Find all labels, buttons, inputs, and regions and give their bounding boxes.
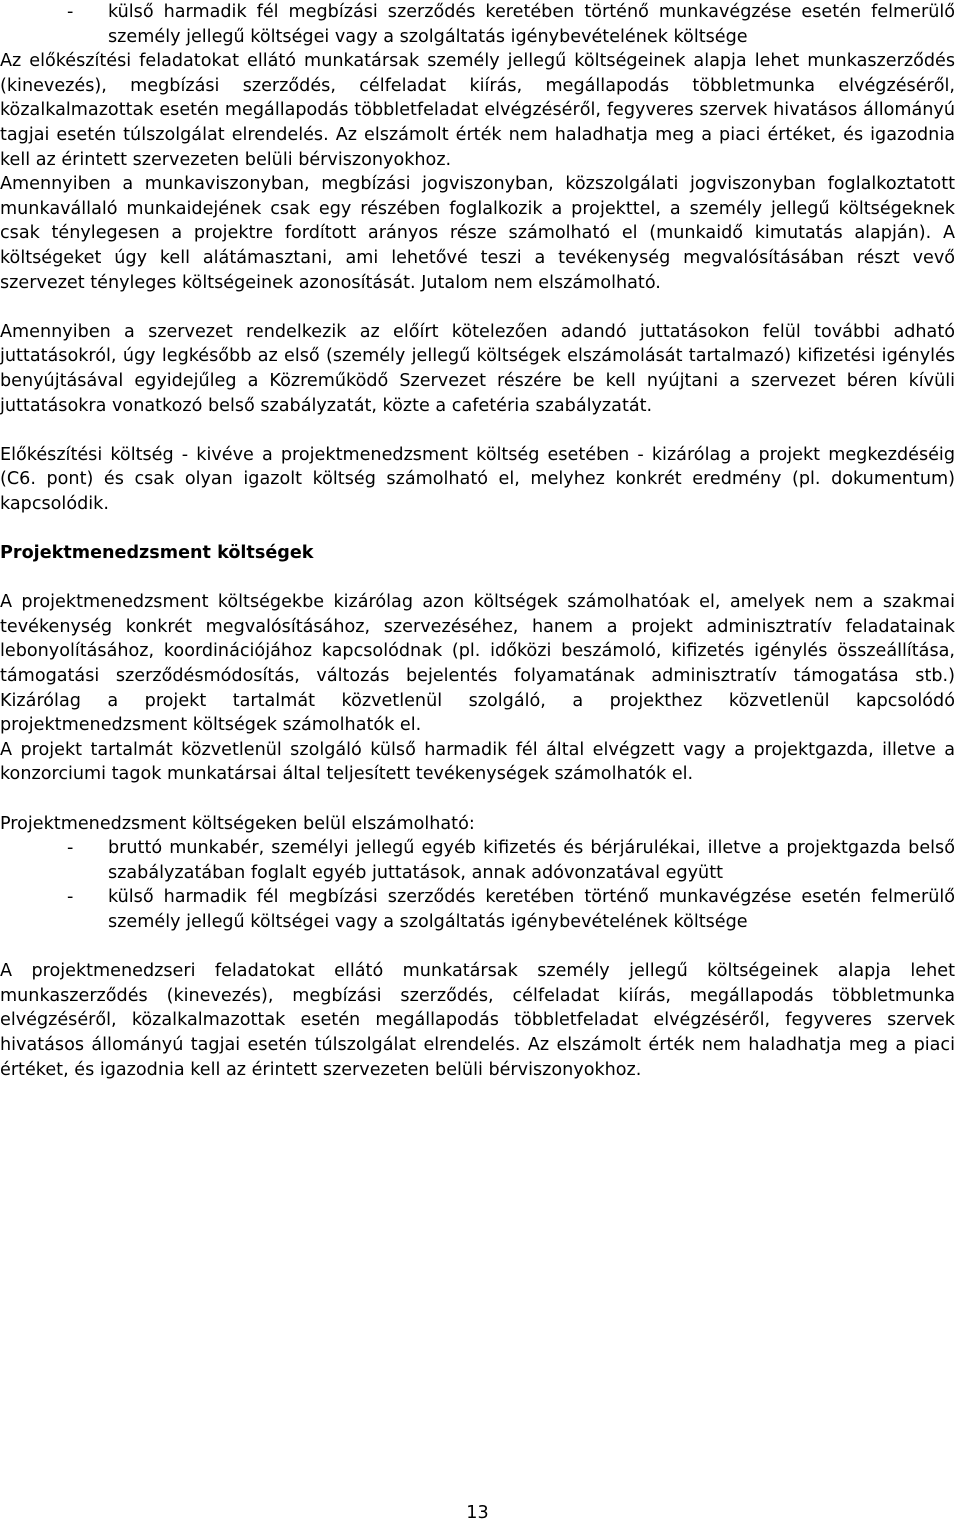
section-heading: Projektmenedzsment költségek (0, 543, 314, 564)
paragraph-part-time-costs: Amennyiben a munkaviszonyban, megbízási jogviszonyban, közszolgálati jogviszonyban foglalkoztatott munkavállaló munkaidejének csak egy részében foglalkozik a projekttel, a személy jellegű költségeknek csak ténylegesen a projektre fordított arányos része számolható el (munkaidő kimutatás alapján). A költségeket úgy kell alátámasztani, ami lehetővé teszi a tevékenység megvalósításában részt vevő szervezet tényleges költségeinek azonosítását. Jutalom nem elszámolható. (0, 174, 955, 293)
list-item (0, 836, 955, 885)
list-item-text: bruttó munkabér, személyi jellegű egyéb kifizetés és bérjárulékai, illetve a projektgazda belső szabályzatában foglalt egyéb juttatások, annak adóvonzatával együtt (108, 838, 955, 883)
spacer (0, 295, 955, 320)
paragraph-pm-staff: A projektmenedzseri feladatokat ellátó munkatársak személy jellegű költségeinek alapja lehet munkaszerződés (kinevezés), megbízási szerződés, célfeladat kiírás, megállapodás többletmunka elvégzéséről, közalkalmazottak esetén megállapodás többletfeladat elvégzéséről, fegyveres szervek hivatásos állományú tagjai esetén túlszolgálat elrendelés. Az elszámolt érték nem haladhatja meg a piaci értéket, és igazodnia kell az érintett szervezeten belüli bérviszonyokhoz. (0, 961, 955, 1080)
bullet-dash: - (67, 887, 74, 908)
list-item-text: külső harmadik fél megbízási szerződés keretében történő munkavégzése esetén felmerülő személy jellegű költségei vagy a szolgáltatás igénybevételének költsége (108, 2, 955, 47)
list-item-top (0, 0, 955, 49)
list-item-text: külső harmadik fél megbízási szerződés keretében történő munkavégzése esetén felmerülő személy jellegű költségei vagy a szolgáltatás igénybevételének költsége (108, 887, 955, 932)
paragraph-pm-costs: A projektmenedzsment költségekbe kizárólag azon költségek számolhatóak el, amelyek nem a szakmai tevékenység konkrét megvalósításához, szervezéséhez, hanem a projekt adminisztratív feladatainak lebonyolításához, koordinációjához kapcsolódnak (pl. időközi beszámoló, kifizetés igénylés összeállítása, támogatási szerződésmódosítás, változás bejelentés folyamatának adminisztratív támogatása stb.) Kizárólag a projekt tartalmát közvetlenül szolgáló, a projekthez közvetlenül kapcsolódó projektmenedzsment költségek számolhatók el. (0, 592, 955, 736)
list-item (0, 885, 955, 934)
spacer (0, 566, 955, 591)
paragraph-preparation-staff: Az előkészítési feladatokat ellátó munkatársak személy jellegű költségeinek alapja lehet munkaszerződés (kinevezés), megbízási szerződés, célfeladat kiírás, megállapodás többletmunka elvégzéséről, közalkalmazottak esetén megállapodás többletfeladat elvégzéséről, fegyveres szervek hivatásos állományú tagjai esetén túlszolgálat elrendelés. Az elszámolt érték nem haladhatja meg a piaci értéket, és igazodnia kell az érintett szervezeten belüli bérviszonyokhoz. (0, 51, 955, 170)
paragraph-extra-benefits: Amennyiben a szervezet rendelkezik az előírt kötelezően adandó juttatásokon felül további adható juttatásokról, úgy legkésőbb az első (személy jellegű költségek elszámolását tartalmazó) kifizetési igénylés benyújtásával egyidejűleg a Közreműködő Szervezet részére be kell nyújtani a szervezet béren kívüli juttatásokra vonatkozó belső szabályzatát, közte a cafetéria szabályzatát. (0, 321, 955, 416)
bullet-dash: - (67, 838, 74, 859)
spacer (0, 516, 955, 541)
spacer (0, 935, 955, 960)
page-number: 13 (466, 1503, 489, 1523)
paragraph-pm-list-intro: Projektmenedzsment költségeken belül elszámolható: (0, 813, 475, 834)
bullet-dash: - (67, 2, 74, 22)
spacer (0, 418, 955, 443)
spacer (0, 787, 955, 812)
paragraph-pm-eligible-activities: A projekt tartalmát közvetlenül szolgáló külső harmadik fél által elvégzett vagy a projektgazda, illetve a konzorciumi tagok munkatársai által teljesített tevékenységek számolhatók el. (0, 739, 955, 785)
paragraph-preparation-cost: Előkészítési költség - kivéve a projektmenedzsment költség esetében - kizárólag a projekt megkezdéséig (C6. pont) és csak olyan igazolt költség számolható el, melyhez konkrét eredmény (pl. dokumentum) kapcsolódik. (0, 444, 955, 514)
